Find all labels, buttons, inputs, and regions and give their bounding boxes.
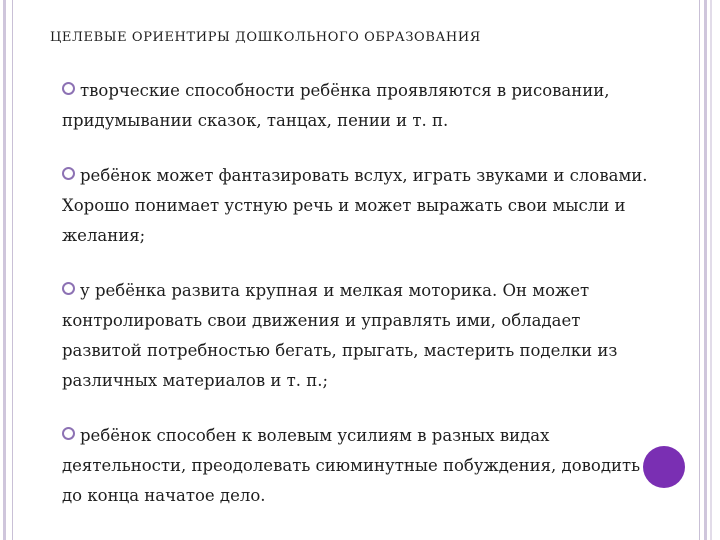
circle-outline-icon <box>62 427 75 440</box>
slide-title: ЦЕЛЕВЫЕ ОРИЕНТИРЫ ДОШКОЛЬНОГО ОБРАЗОВАНИЯ <box>50 30 481 45</box>
bullet-text: у ребёнка развита крупная и мелкая моторика. Он может контролировать свои движения и управлять ими, обладает развитой потребностью бегать, прыгать, мастерить поделки из различных материалов и т. п.; <box>62 281 618 390</box>
left-frame-border <box>0 0 13 540</box>
bullet-text: ребёнок способен к волевым усилиям в разных видах деятельности, преодолевать сиюминутные побуждения, доводить до конца начатое дело. <box>62 426 641 505</box>
circle-outline-icon <box>62 167 75 180</box>
list-item <box>62 421 662 511</box>
list-item <box>62 276 662 396</box>
bullet-text: ребёнок может фантазировать вслух, играть звуками и словами. Хорошо понимает устную речь и может выражать свои мысли и желания; <box>62 166 648 245</box>
list-item <box>62 161 662 251</box>
circle-outline-icon <box>62 282 75 295</box>
circle-icon[interactable] <box>643 446 685 488</box>
right-frame-border <box>699 0 714 540</box>
bullet-list <box>62 76 662 536</box>
circle-outline-icon <box>62 82 75 95</box>
bullet-text: творческие способности ребёнка проявляются в рисовании, придумывании сказок, танцах, пении и т. п. <box>62 81 610 130</box>
list-item <box>62 76 662 136</box>
